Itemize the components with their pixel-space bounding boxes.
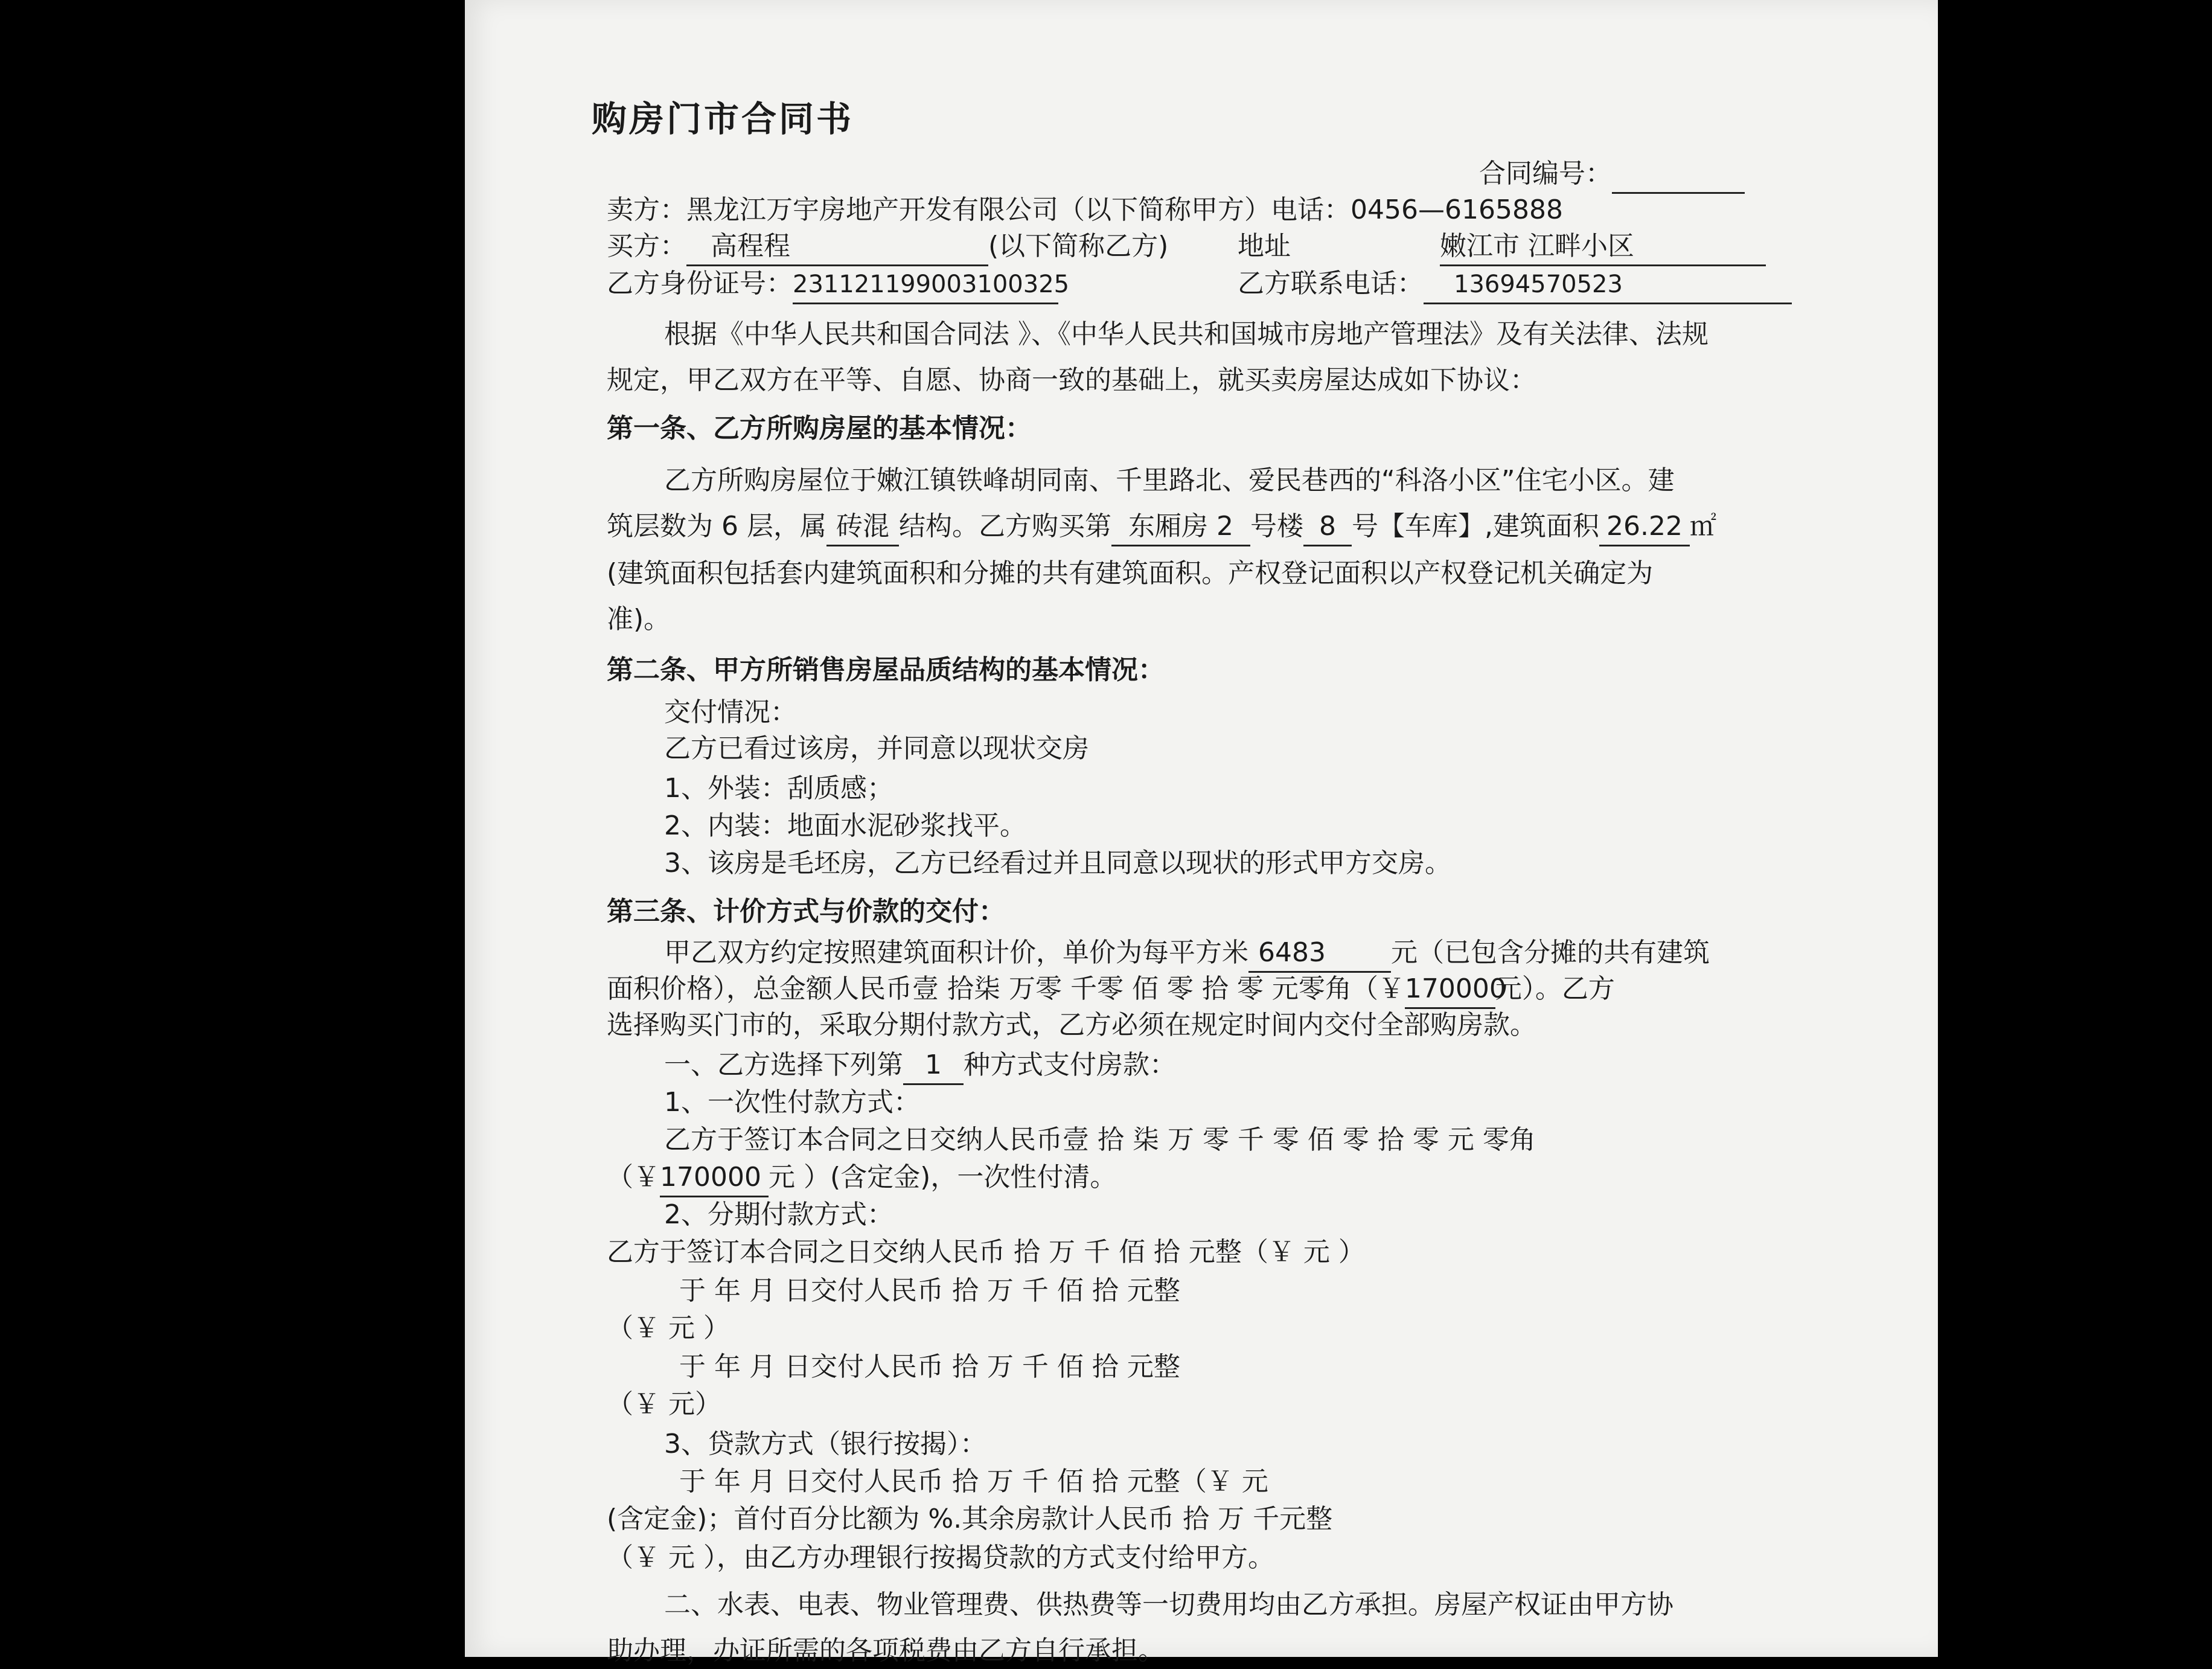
unit-value: 8 (1303, 508, 1352, 546)
contract-number-row (1479, 156, 1745, 194)
installment-heading: 2、分期付款方式： (664, 1199, 893, 1230)
exterior-item: 1、外装：刮质感； (664, 773, 893, 804)
lump-sum-heading: 1、一次性付款方式： (664, 1087, 920, 1118)
structure-suffix: 结构。乙方购买第 (898, 511, 1111, 542)
building-suffix: 号楼 (1250, 511, 1303, 542)
phone-value: 13694570523 (1424, 266, 1792, 304)
lump-sum-text: 乙方于签订本合同之日交纳人民币 (664, 1124, 1063, 1155)
address-value-row (1440, 228, 1766, 266)
lump-sum-yuan-open: （￥ (607, 1162, 660, 1193)
address-row (1238, 228, 1291, 264)
article-3-line-3: 选择购买门市的，采取分期付款方式，乙方必须在规定时间内交付全部购房款。 (607, 1010, 1536, 1040)
buyer-line (607, 228, 1168, 266)
article-1-line-2 (607, 508, 1716, 546)
total-yuan-open: （￥ (1351, 973, 1405, 1004)
installment-line-3: （￥ 元 ） (607, 1313, 730, 1344)
total-yuan-close: 元）。乙方 (1495, 973, 1615, 1004)
payment-choice-value: 1 (903, 1047, 964, 1085)
phone-row (1238, 266, 1792, 304)
payment-method-choice (664, 1047, 1176, 1085)
loan-line-1: 于 年 月 日交付人民币 拾 万 千 佰 拾 元整（￥ 元 (679, 1466, 1268, 1497)
phone-label: 乙方联系电话： (1238, 268, 1424, 299)
page-title: 购房门市合同书 (592, 98, 854, 139)
fees-line-1: 二、水表、电表、物业管理费、供热费等一切费用均由乙方承担。房屋产权证由甲方协 (664, 1589, 1673, 1620)
structure-value: 砖混 (826, 508, 899, 546)
unit-price-value: 6483 (1248, 935, 1391, 973)
installment-line-2: 于 年 月 日交付人民币 拾 万 千 佰 拾 元整 (679, 1275, 1180, 1306)
article-3-title: 第三条、计价方式与价款的交付： (607, 896, 1005, 927)
area-value: 26.22 (1599, 508, 1690, 546)
loan-line-2: (含定金)；首付百分比额为 %.其余房款计人民币 拾 万 千元整 (607, 1504, 1333, 1534)
total-amount-words: 壹 拾柒 万零 千零 佰 零 拾 零 元零角 (912, 973, 1352, 1004)
article-3-line-1 (664, 935, 1710, 973)
delivery-acceptance: 乙方已看过该房，并同意以现状交房 (664, 733, 1089, 764)
seller-line: 卖方：黑龙江万宇房地产开发有限公司（以下简称甲方）电话：0456—6165888 (607, 194, 1563, 225)
intro-line-1: 根据《中华人民共和国合同法 》、《中华人民共和国城市房地产管理法》及有关法律、法规 (664, 319, 1709, 350)
installment-line-4: 于 年 月 日交付人民币 拾 万 千 佰 拾 元整 (679, 1351, 1180, 1382)
loan-line-3: （￥ 元 ），由乙方办理银行按揭贷款的方式支付给甲方。 (607, 1542, 1274, 1573)
contract-number-label: 合同编号： (1479, 158, 1612, 189)
id-label: 乙方身份证号： (607, 268, 793, 299)
unit-price-text: 甲乙双方约定按照建筑面积计价，单价为每平方米 (664, 937, 1248, 968)
intro-line-2: 规定，甲乙双方在平等、自愿、协商一致的基础上，就买卖房屋达成如下协议： (607, 365, 1536, 396)
rough-house-item: 3、该房是毛坯房，乙方已经看过并且同意以现状的形式甲方交房。 (664, 848, 1451, 879)
article-1-line-4: 准)。 (607, 604, 671, 635)
lump-sum-yuan-close: 元 ）(含定金)，一次性付清。 (769, 1162, 1117, 1193)
payment-choice-suffix: 种方式支付房款： (964, 1049, 1176, 1080)
lump-sum-amount-words: 壹 拾 柒 万 零 千 零 佰 零 拾 零 元 零角 (1063, 1124, 1536, 1155)
fees-line-2: 助办理，办证所需的各项税费由乙方自行承担。 (607, 1635, 1165, 1666)
total-amount-value: 170000 (1405, 971, 1495, 1009)
article-1-title: 第一条、乙方所购房屋的基本情况： (607, 413, 1032, 444)
lump-sum-value: 170000 (660, 1159, 769, 1197)
article-1-line-1: 乙方所购房屋位于嫩江镇铁峰胡同南、千里路北、爱民巷西的“科洛小区”住宅小区。建 (664, 465, 1675, 496)
area-label: 号【车库】,建筑面积 (1351, 511, 1599, 542)
buyer-name: 高程程 (686, 228, 988, 266)
interior-item: 2、内装：地面水泥砂浆找平。 (664, 810, 1026, 841)
id-value: 231121199003100325 (793, 266, 1058, 304)
loan-heading: 3、贷款方式（银行按揭）： (664, 1429, 986, 1459)
unit-price-suffix: 元（已包含分摊的共有建筑 (1391, 937, 1710, 968)
article-2-title: 第二条、甲方所销售房屋品质结构的基本情况： (607, 655, 1165, 685)
building-value: 东厢房 2 (1111, 508, 1250, 546)
address-label: 地址 (1238, 231, 1291, 261)
lump-sum-line-1 (664, 1122, 1536, 1158)
article-1-line-3: (建筑面积包括套内建筑面积和分摊的共有建筑面积。产权登记面积以产权登记机关确定为 (607, 558, 1654, 589)
payment-choice-text: 一、乙方选择下列第 (664, 1049, 903, 1080)
contract-number-blank (1612, 156, 1745, 194)
installment-line-1: 乙方于签订本合同之日交纳人民币 拾 万 千 佰 拾 元整（￥ 元 ） (607, 1237, 1365, 1267)
total-label: 面积价格），总金额人民币 (607, 973, 912, 1004)
address-value: 嫩江市 江畔小区 (1440, 228, 1766, 266)
floors-text: 筑层数为 6 层，属 (607, 511, 826, 542)
installment-line-5: （￥ 元） (607, 1389, 721, 1420)
lump-sum-line-2 (607, 1159, 1116, 1197)
buyer-label: 买方： (607, 231, 686, 261)
article-3-line-2 (607, 971, 1615, 1009)
delivery-label: 交付情况： (664, 697, 797, 728)
id-row (607, 266, 1070, 304)
area-unit: ㎡ (1689, 511, 1716, 542)
buyer-abbr: (以下简称乙方) (988, 231, 1169, 261)
